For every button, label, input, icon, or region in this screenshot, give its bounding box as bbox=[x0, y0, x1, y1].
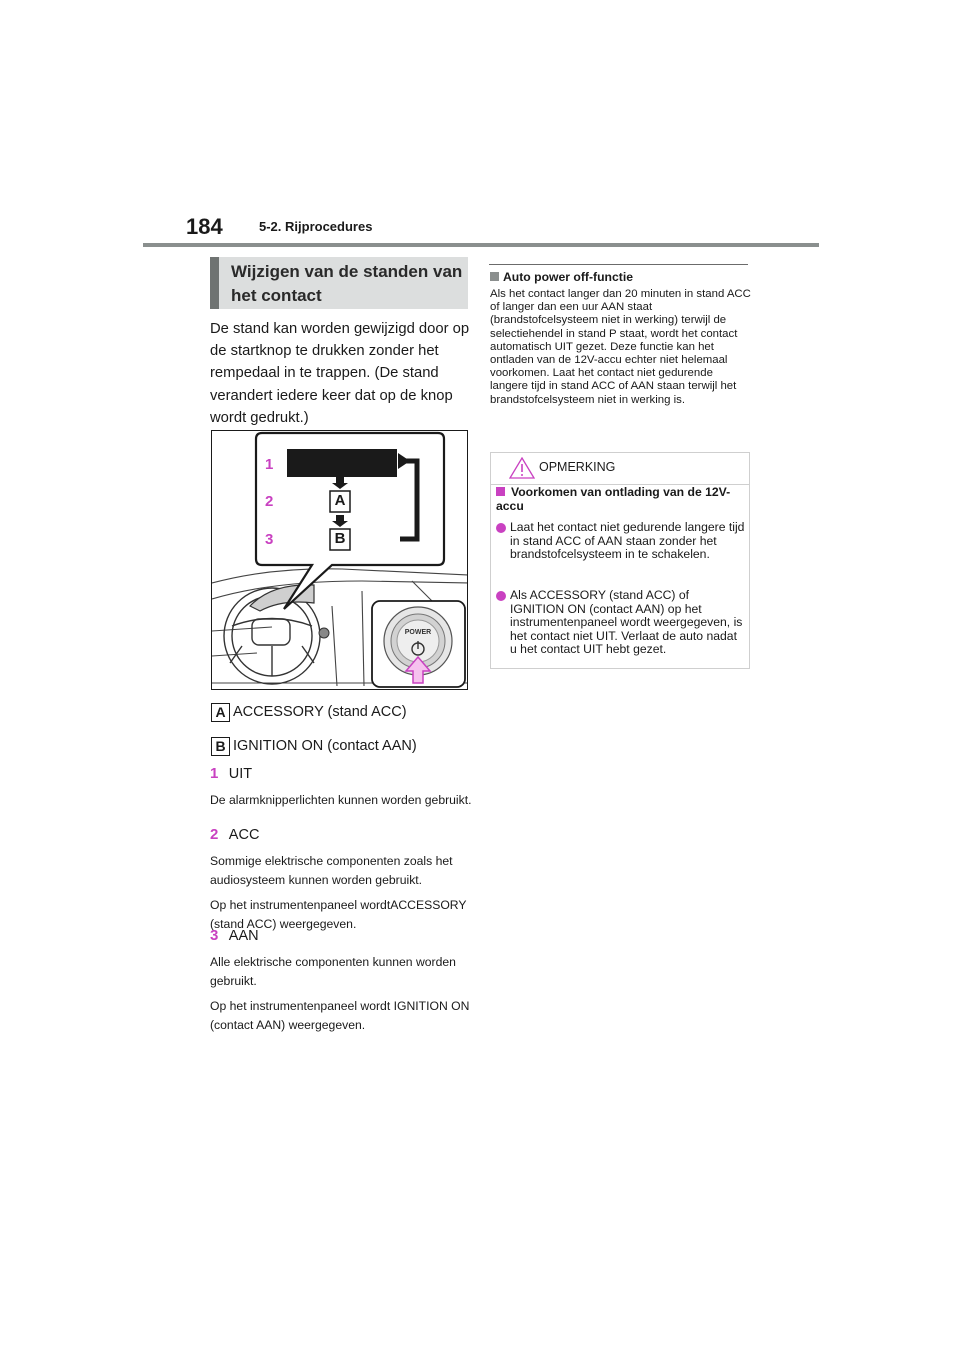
state-3 bbox=[210, 927, 472, 1035]
section-heading-line2: het contact bbox=[231, 286, 322, 305]
legend-text-b: IGNITION ON (contact AAN) bbox=[233, 738, 417, 754]
power-button-label: POWER bbox=[404, 629, 432, 636]
section-heading-line1: Wijzigen van de standen van bbox=[231, 262, 463, 281]
notice-subtitle-text: Voorkomen van ontlading van de 12V-accu bbox=[496, 485, 731, 513]
state-2-paragraph-2: Op het instrumentenpaneel wordtACCESSORY (stand ACC) weergegeven. bbox=[210, 898, 467, 931]
legend-text-a: ACCESSORY (stand ACC) bbox=[233, 704, 407, 720]
state-1-paragraph: De alarmknipperlichten kunnen worden gebruikt. bbox=[210, 793, 472, 807]
legend-item-b bbox=[210, 737, 470, 757]
state-2-number: 2 bbox=[210, 826, 219, 843]
notice-bullet-2-text: Als ACCESSORY (stand ACC) of IGNITION ON (contact AAN) op het instrumentenpaneel wordt weergegeven, is het contact niet UIT. Verlaat de auto nadat u het contact UIT hebt gezet. bbox=[510, 588, 743, 656]
header-rule bbox=[143, 243, 819, 247]
notice-box bbox=[490, 452, 750, 669]
figure-number-2: 2 bbox=[265, 493, 274, 510]
section-heading bbox=[210, 257, 468, 309]
notice-subtitle bbox=[496, 486, 746, 513]
state-3-paragraph-1: Alle elektrische componenten kunnen worden gebruikt. bbox=[210, 955, 456, 988]
page-number: 184 bbox=[186, 214, 223, 239]
legend-item-a bbox=[210, 703, 470, 723]
auto-power-body: Als het contact langer dan 20 minuten in stand ACC of langer dan een uur AAN staat (brandstofcelsysteem niet in werking) terwijl de selectiehendel in stand P staat, wordt het contact automatisch UIT gezet. Deze functie kan het ontladen van de 12V-accu echter niet helemaal voorkomen. Laat het contact niet gedurende langere tijd in stand ACC of AAN staan terwijl het brandstofcelsysteem niet in werking is. bbox=[490, 288, 751, 406]
bullet-dot-icon bbox=[496, 523, 506, 533]
state-3-number: 3 bbox=[210, 927, 219, 944]
state-2 bbox=[210, 826, 472, 934]
state-2-title: ACC bbox=[228, 827, 260, 843]
auto-power-title bbox=[490, 270, 633, 284]
figure-number-3: 3 bbox=[265, 531, 274, 548]
warning-icon bbox=[509, 457, 535, 479]
figure-letter-a: A bbox=[334, 492, 346, 509]
state-2-paragraph-1: Sommige elektrische componenten zoals het audiosysteem kunnen worden gebruikt. bbox=[210, 854, 453, 887]
legend-letter-b: B bbox=[211, 737, 230, 756]
notice-header bbox=[491, 453, 749, 485]
state-1 bbox=[210, 765, 472, 810]
square-bullet-icon bbox=[490, 272, 499, 281]
state-3-title: AAN bbox=[228, 928, 259, 944]
auto-power-title-text: Auto power off-functie bbox=[503, 270, 633, 284]
intro-paragraph: De stand kan worden gewijzigd door op de startknop te drukken zonder het rempedaal in te trappen. (De stand verandert iedere keer dat op de knop wordt gedrukt.) bbox=[210, 321, 470, 426]
figure-number-1: 1 bbox=[265, 456, 274, 473]
dashboard-illustration bbox=[212, 431, 468, 690]
square-bullet-icon bbox=[496, 487, 505, 496]
state-1-title: UIT bbox=[228, 766, 253, 782]
figure-letter-b: B bbox=[334, 530, 346, 547]
notice-bullet-2 bbox=[496, 589, 746, 657]
state-1-number: 1 bbox=[210, 765, 219, 782]
bullet-dot-icon bbox=[496, 591, 506, 601]
right-column-rule bbox=[489, 264, 748, 265]
notice-bullet-1 bbox=[496, 521, 746, 562]
notice-label: OPMERKING bbox=[539, 460, 616, 474]
state-3-paragraph-2: Op het instrumentenpaneel wordt IGNITION ON (contact AAN) weergegeven. bbox=[210, 999, 470, 1032]
legend-letter-a: A bbox=[211, 703, 230, 722]
power-button-illustration bbox=[211, 430, 468, 690]
notice-bullet-1-text: Laat het contact niet gedurende langere tijd in stand ACC of AAN staan zonder het brandstofcelsysteem in te schakelen. bbox=[510, 520, 745, 561]
section-title: 5-2. Rijprocedures bbox=[259, 219, 373, 234]
